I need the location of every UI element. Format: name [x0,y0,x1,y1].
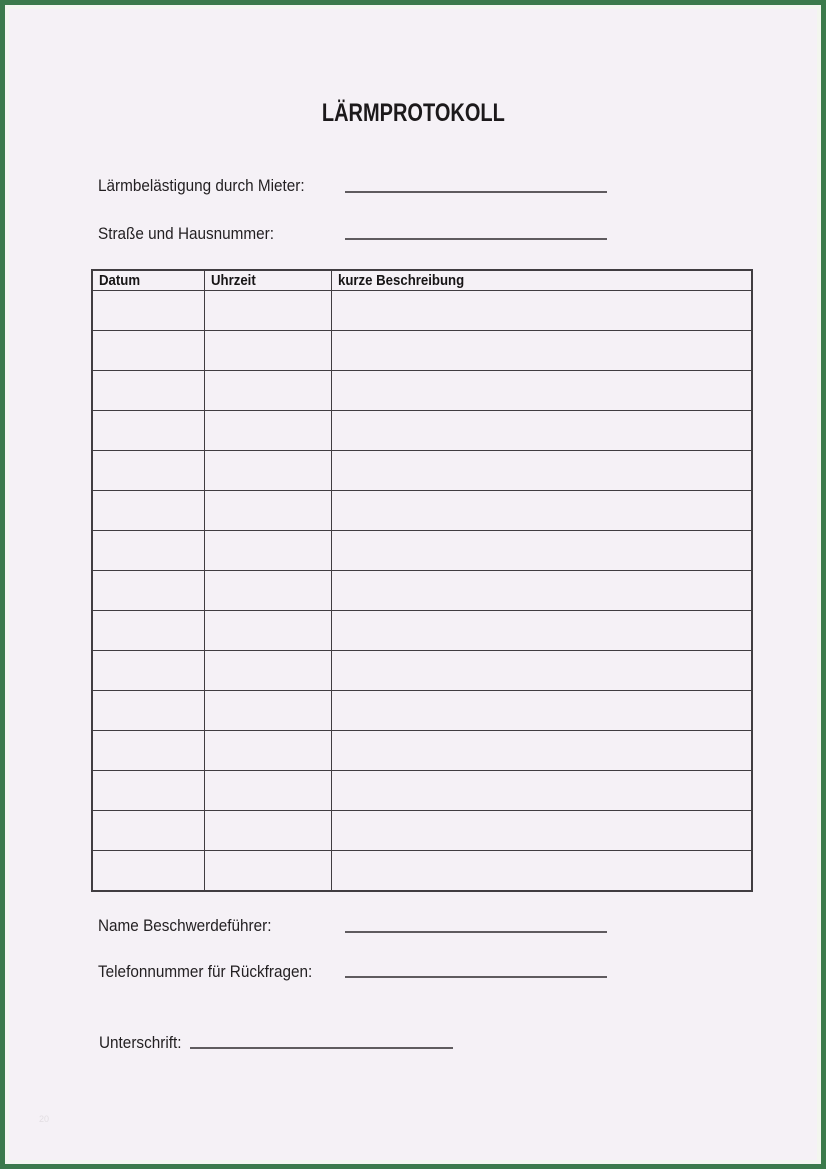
table-cell-empty [332,731,753,771]
table-cell-empty [332,371,753,411]
table-cell-empty [332,611,753,651]
table-header-row [92,270,752,291]
table-cell-empty [92,771,205,811]
table-row [92,411,752,451]
table-cell-empty [205,411,332,451]
table-cell-empty [92,811,205,851]
page-title: LÄRMPROTOKOLL [321,99,505,127]
table-cell-empty [92,291,205,331]
table-cell-empty [205,771,332,811]
field-label-street: Straße und Hausnummer: [98,224,275,243]
table-row [92,651,752,691]
signature-line [190,1047,453,1049]
table-cell-empty [92,451,205,491]
table-cell-empty [205,851,332,892]
table-row [92,531,752,571]
table-cell-empty [332,291,753,331]
column-header-datum: Datum [92,270,205,291]
table-cell-empty [92,691,205,731]
table-cell-empty [205,291,332,331]
fill-line-phone [345,976,607,978]
table-row [92,731,752,771]
table-cell-empty [92,731,205,771]
table-cell-empty [205,731,332,771]
table-cell-empty [332,651,753,691]
column-header-beschreibung: kurze Beschreibung [332,270,753,291]
table-cell-empty [92,371,205,411]
table-row [92,811,752,851]
table-row [92,771,752,811]
table-row [92,611,752,651]
fill-line-street [345,238,607,240]
table-cell-empty [92,611,205,651]
table-cell-empty [92,651,205,691]
table-cell-empty [205,651,332,691]
field-label-complainant: Name Beschwerdeführer: [98,916,272,935]
fill-line-tenant [345,191,607,193]
fill-line-complainant [345,931,607,933]
table-cell-empty [205,811,332,851]
noise-log-table [91,269,753,892]
table-cell-empty [92,491,205,531]
table-row [92,851,752,892]
noise-table-body [92,291,752,892]
table-cell-empty [332,571,753,611]
table-cell-empty [92,331,205,371]
table-row [92,691,752,731]
table-cell-empty [205,331,332,371]
field-label-phone: Telefonnummer für Rückfragen: [98,962,313,981]
signature-label: Unterschrift: [99,1033,182,1052]
table-cell-empty [205,371,332,411]
table-cell-empty [332,851,753,892]
field-label-tenant: Lärmbelästigung durch Mieter: [98,176,305,195]
table-cell-empty [92,411,205,451]
table-cell-empty [205,691,332,731]
table-cell-empty [332,811,753,851]
table-cell-empty [92,531,205,571]
footer-watermark: 20 [39,1114,50,1124]
table-cell-empty [205,611,332,651]
table-cell-empty [205,491,332,531]
table-cell-empty [332,771,753,811]
table-row [92,571,752,611]
table-cell-empty [92,571,205,611]
table-cell-empty [205,531,332,571]
column-header-uhrzeit: Uhrzeit [205,270,332,291]
table-row [92,291,752,331]
table-cell-empty [332,691,753,731]
table-row [92,491,752,531]
table-row [92,331,752,371]
table-cell-empty [332,411,753,451]
table-row [92,451,752,491]
table-cell-empty [205,571,332,611]
table-cell-empty [332,451,753,491]
table-cell-empty [92,851,205,892]
table-row [92,371,752,411]
table-cell-empty [332,491,753,531]
table-cell-empty [205,451,332,491]
table-cell-empty [332,531,753,571]
table-cell-empty [332,331,753,371]
